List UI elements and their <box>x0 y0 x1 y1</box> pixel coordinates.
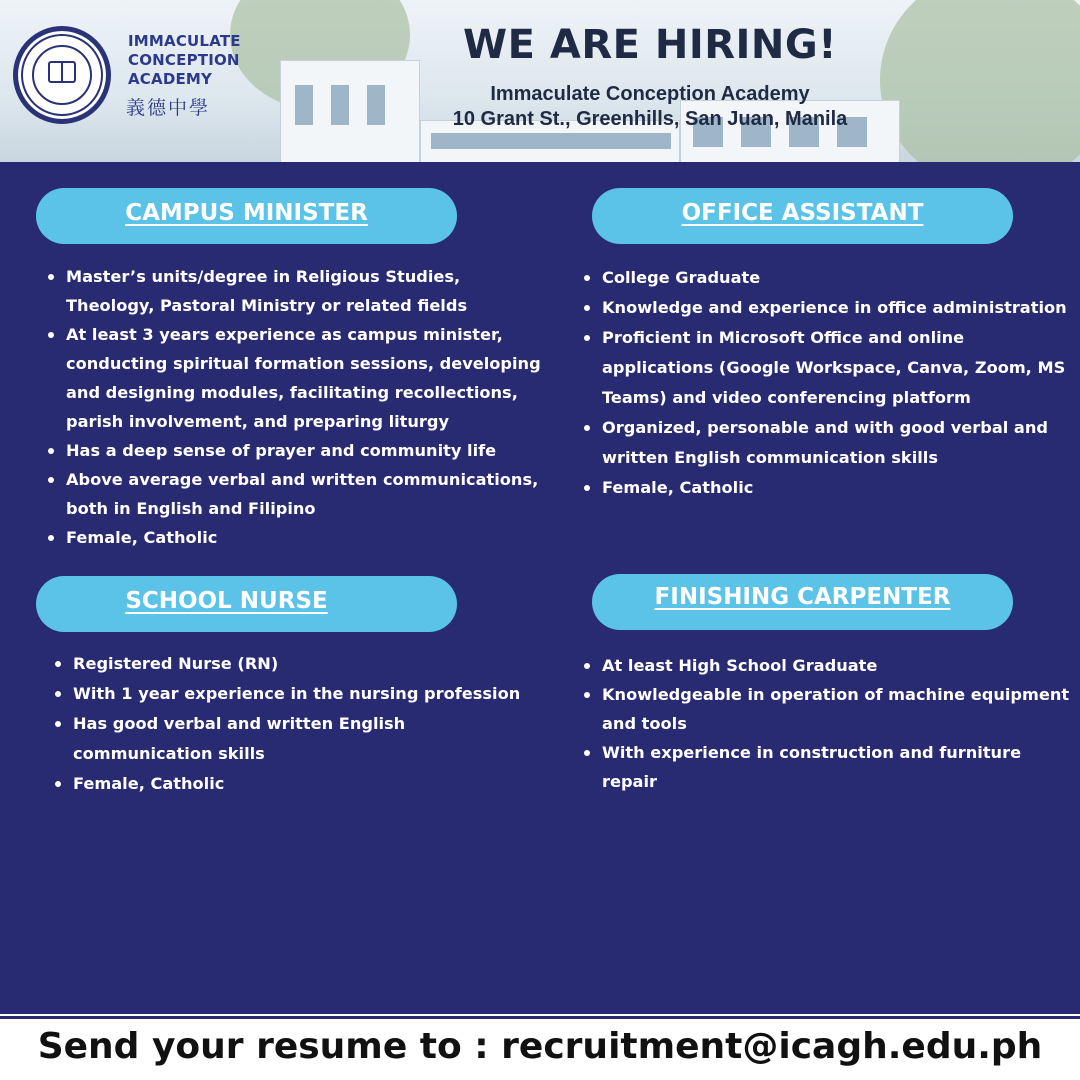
list-item: At least High School Graduate <box>582 651 1072 680</box>
school-name <box>128 32 258 89</box>
school-name-line: CONCEPTION <box>128 51 240 69</box>
list-item: Knowledge and experience in office administration <box>582 293 1067 323</box>
list-item: With experience in construction and furniture repair <box>582 738 1072 796</box>
school-name-line: IMMACULATE <box>128 32 241 50</box>
job-title-pill-school-nurse <box>36 576 457 632</box>
job-title-pill-office-assistant <box>592 188 1013 244</box>
job-requirements-list <box>53 649 543 799</box>
job-title: CAMPUS MINISTER <box>125 200 368 226</box>
list-item: At least 3 years experience as campus minister, conducting spiritual formation sessions, developing and designing modules, facilitating recollections, parish involvement, and preparing liturgy <box>46 320 546 436</box>
school-seal-icon <box>13 26 111 124</box>
address-line-2: 10 Grant St., Greenhills, San Juan, Manila <box>452 108 848 130</box>
list-item: Female, Catholic <box>46 523 546 552</box>
chinese-school-name: 義德中學 <box>126 97 211 119</box>
list-item: With 1 year experience in the nursing profession <box>53 679 543 709</box>
footer-divider <box>0 1016 1080 1019</box>
tree-decoration <box>880 0 1080 162</box>
resume-contact-footer: Send your resume to : recruitment@icagh.edu.ph <box>37 1026 1043 1067</box>
job-requirements-list <box>582 651 1072 796</box>
list-item: Above average verbal and written communications, both in English and Filipino <box>46 465 546 523</box>
list-item: Organized, personable and with good verbal and written English communication skills <box>582 413 1067 473</box>
list-item: Knowledgeable in operation of machine equipment and tools <box>582 680 1072 738</box>
list-item: College Graduate <box>582 263 1067 293</box>
job-requirements-list <box>46 262 546 552</box>
job-title: FINISHING CARPENTER <box>654 584 951 610</box>
job-requirements-list <box>582 263 1067 503</box>
list-item: Has good verbal and written English communication skills <box>53 709 543 769</box>
list-item: Female, Catholic <box>53 769 543 799</box>
building-decoration <box>280 60 420 162</box>
school-name-line: ACADEMY <box>128 70 213 88</box>
job-title-pill-campus-minister <box>36 188 457 244</box>
list-item: Master’s units/degree in Religious Studies, Theology, Pastoral Ministry or related fields <box>46 262 546 320</box>
job-listings-panel <box>0 162 1080 1014</box>
list-item: Registered Nurse (RN) <box>53 649 543 679</box>
header-banner <box>0 0 1080 162</box>
job-title: OFFICE ASSISTANT <box>681 200 924 226</box>
job-title: SCHOOL NURSE <box>125 588 328 614</box>
list-item: Female, Catholic <box>582 473 1067 503</box>
page-title: WE ARE HIRING! <box>463 22 837 68</box>
list-item: Proficient in Microsoft Office and online applications (Google Workspace, Canva, Zoom, MS Teams) and video conferencing platform <box>582 323 1067 413</box>
address-line-1: Immaculate Conception Academy <box>490 83 810 105</box>
list-item: Has a deep sense of prayer and community life <box>46 436 546 465</box>
job-title-pill-finishing-carpenter <box>592 574 1013 630</box>
